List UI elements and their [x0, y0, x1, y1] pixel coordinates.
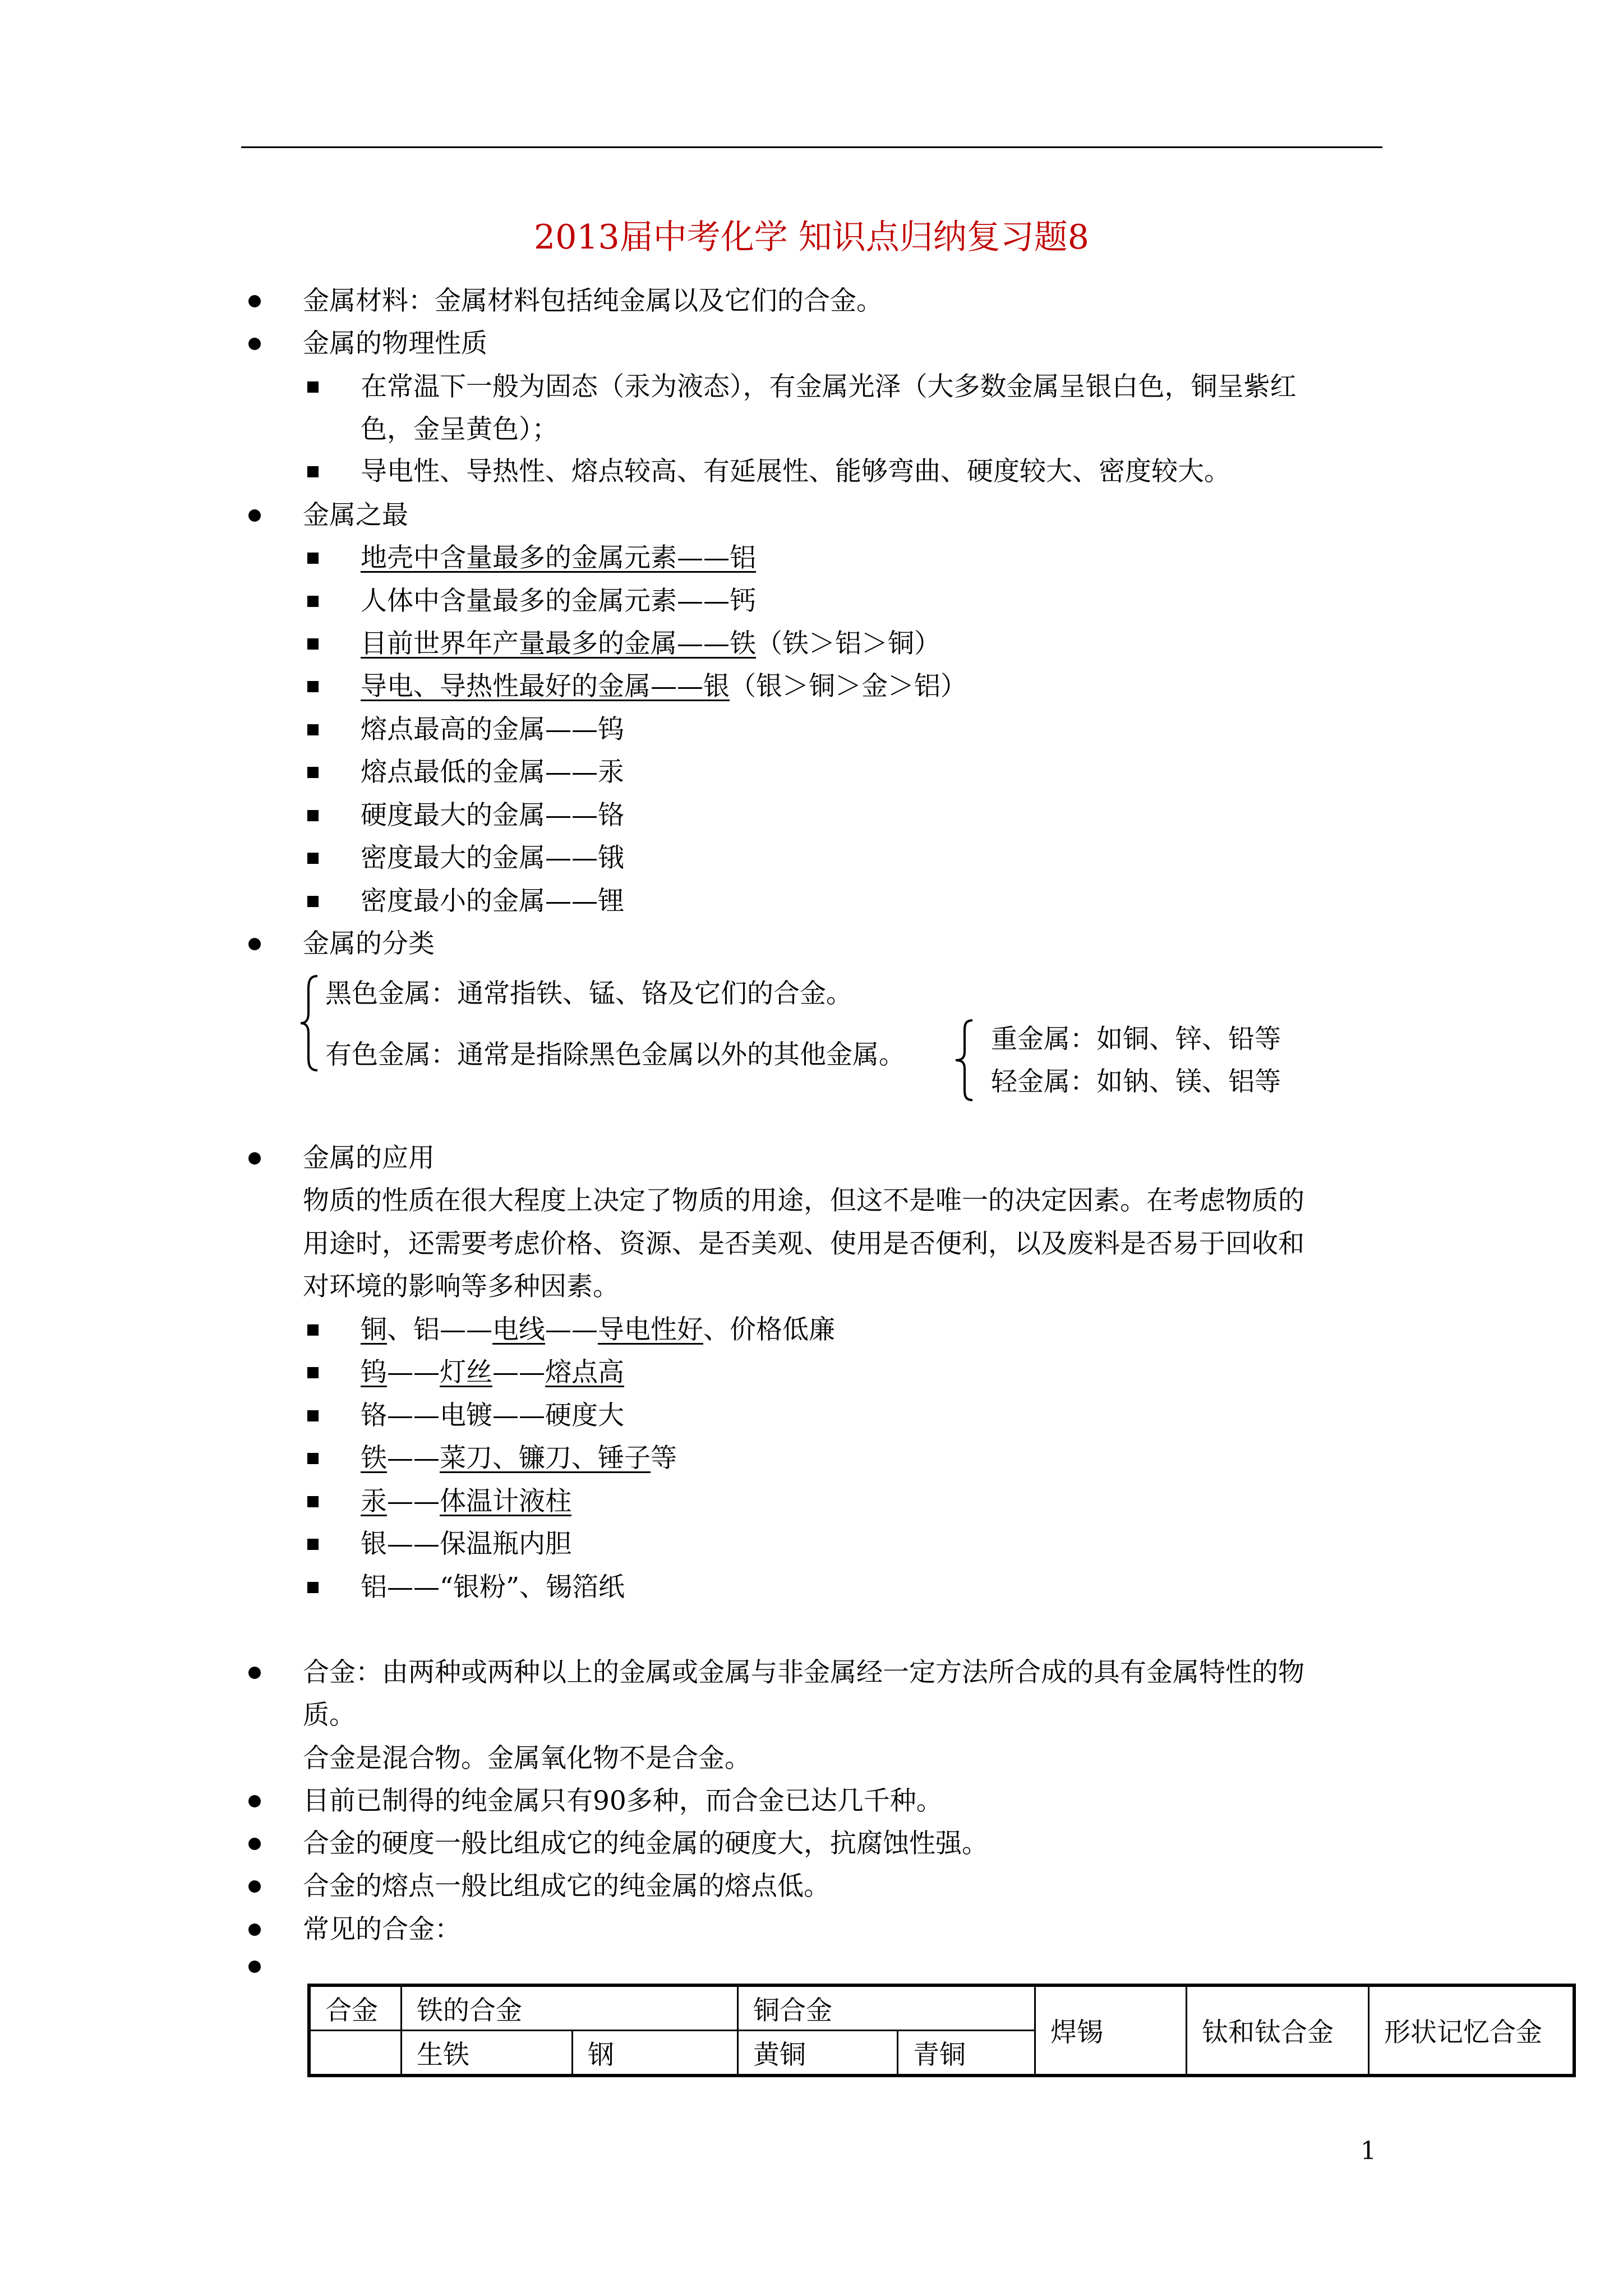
- use-text: ——: [545, 1314, 598, 1345]
- superlative-rest: 密度最小的金属——锂: [361, 886, 624, 917]
- use-item-chromium: 铬——电镀——硬度大: [361, 1400, 624, 1431]
- table-cell: 铜合金: [738, 1985, 1035, 2031]
- bullet-dot: [248, 1924, 261, 1936]
- physical-property-1-line1: 在常温下一般为固态（汞为液态），有金属光泽（大多数金属呈银白色，铜呈紫红: [361, 371, 1297, 402]
- table-cell: 钢: [573, 2031, 738, 2076]
- square-bullet: [307, 1453, 319, 1464]
- square-bullet: [307, 553, 319, 564]
- alloy-definition-line2: 质。: [303, 1700, 356, 1731]
- use-text: ——: [387, 1443, 440, 1474]
- bullet-dot: [248, 1838, 261, 1850]
- physical-property-1-line2: 色，金呈黄色）；: [361, 414, 559, 445]
- superlative-underlined: 导电、导热性最好的金属——银: [361, 671, 730, 702]
- alloy-fact-2: 合金的硬度一般比组成它的纯金属的硬度大，抗腐蚀性强。: [303, 1828, 988, 1859]
- bullet-dot: [248, 1667, 261, 1679]
- use-item-silver: 银——保温瓶内胆: [361, 1529, 571, 1559]
- bullet-dot: [248, 509, 261, 522]
- common-alloys-heading: 常见的合金：: [303, 1914, 461, 1945]
- square-bullet: [307, 466, 319, 477]
- metal-materials-text: 金属材料：金属材料包括纯金属以及它们的合金。: [303, 286, 883, 316]
- bullet-dot: [248, 338, 261, 350]
- use-application: 电线: [492, 1314, 545, 1345]
- table-cell: [309, 2031, 402, 2076]
- use-metal: 钨: [361, 1357, 387, 1388]
- superlative-item: [361, 839, 624, 878]
- use-item-copper-aluminum: [361, 1310, 835, 1350]
- superlative-rest: 密度最大的金属——锇: [361, 843, 624, 873]
- square-bullet: [307, 1496, 319, 1507]
- common-alloys-table: [307, 1984, 1576, 2077]
- heavy-metal-text: 重金属：如铜、锌、铅等: [991, 1024, 1281, 1055]
- square-bullet: [307, 767, 319, 778]
- superlative-item: [361, 882, 624, 921]
- use-item-tungsten: [361, 1353, 624, 1392]
- metal-classification-heading: 金属的分类: [303, 928, 435, 959]
- use-application: 灯丝: [440, 1357, 492, 1388]
- square-bullet: [307, 1539, 319, 1550]
- use-application: 体温计液柱: [440, 1486, 571, 1517]
- square-bullet: [307, 381, 319, 393]
- table-cell: 铁的合金: [402, 1985, 738, 2031]
- superlative-item: [361, 624, 940, 664]
- table-cell: 合金: [309, 1985, 402, 2031]
- page-title: 2013届中考化学 知识点归纳复习题8: [534, 218, 1089, 257]
- ferrous-metal-text: 黑色金属：通常指铁、锰、铬及它们的合金。: [325, 978, 852, 1009]
- use-metal: 铜: [361, 1314, 387, 1345]
- use-application: 菜刀、镰刀、锤子: [440, 1443, 651, 1474]
- table-cell: 钛和钛合金: [1187, 1985, 1369, 2076]
- alloy-fact-1: 目前已制得的纯金属只有90多种，而合金已达几千种。: [303, 1786, 943, 1816]
- square-bullet: [307, 896, 319, 907]
- square-bullet: [307, 724, 319, 735]
- use-item-aluminum: 铝——“银粉”、锡箔纸: [361, 1572, 625, 1603]
- square-bullet: [307, 853, 319, 864]
- superlative-rest: （铁＞铝＞铜）: [756, 628, 940, 659]
- superlative-item: [361, 667, 967, 706]
- superlative-rest: 熔点最低的金属——汞: [361, 757, 624, 788]
- page-number: 1: [1361, 2137, 1376, 2165]
- use-text: ——: [387, 1486, 440, 1517]
- square-bullet: [307, 681, 319, 692]
- bullet-dot: [248, 1961, 261, 1973]
- square-bullet: [307, 596, 319, 607]
- table-row: [309, 1985, 1574, 2031]
- right-brace-icon: [953, 1018, 976, 1102]
- bullet-dot: [248, 1880, 261, 1893]
- alloy-definition-line3: 合金是混合物。金属氧化物不是合金。: [303, 1743, 751, 1774]
- superlative-rest: （银＞铜＞金＞铝）: [730, 671, 967, 702]
- use-property: 熔点高: [545, 1357, 624, 1388]
- superlative-item: [361, 753, 624, 792]
- physical-properties-heading: 金属的物理性质: [303, 328, 487, 359]
- use-property: 导电性好: [598, 1314, 703, 1345]
- applications-paragraph-line3: 对环境的影响等多种因素。: [303, 1271, 619, 1302]
- superlative-rest: 硬度最大的金属——铬: [361, 800, 624, 831]
- square-bullet: [307, 638, 319, 650]
- bullet-dot: [248, 295, 261, 307]
- nonferrous-metal-text: 有色金属：通常是指除黑色金属以外的其他金属。: [325, 1039, 905, 1070]
- square-bullet: [307, 1367, 319, 1378]
- superlative-underlined: 目前世界年产量最多的金属——铁: [361, 628, 756, 659]
- use-text: 、铝——: [387, 1314, 492, 1345]
- table-cell: 生铁: [402, 2031, 573, 2076]
- header-rule: [241, 146, 1382, 148]
- superlative-rest: 人体中含量最多的金属元素——钙: [361, 586, 756, 616]
- table-cell: 黄铜: [738, 2031, 898, 2076]
- use-metal: 铁: [361, 1443, 387, 1474]
- superlative-item: [361, 796, 624, 835]
- bullet-dot: [248, 1795, 261, 1807]
- bullet-dot: [248, 1152, 261, 1165]
- bullet-dot: [248, 938, 261, 950]
- use-text: ——: [492, 1357, 545, 1388]
- metal-superlatives-heading: 金属之最: [303, 500, 408, 531]
- use-text: ——: [387, 1357, 440, 1388]
- square-bullet: [307, 1582, 319, 1593]
- table-cell: 形状记忆合金: [1369, 1985, 1575, 2076]
- applications-paragraph-line2: 用途时，还需要考虑价格、资源、是否美观、使用是否便利，以及废料是否易于回收和: [303, 1228, 1304, 1259]
- use-text: 等: [651, 1443, 677, 1474]
- superlative-item: [361, 710, 624, 749]
- square-bullet: [307, 1324, 319, 1336]
- square-bullet: [307, 810, 319, 821]
- metal-applications-heading: 金属的应用: [303, 1143, 435, 1174]
- applications-paragraph-line1: 物质的性质在很大程度上决定了物质的用途，但这不是唯一的决定因素。在考虑物质的: [303, 1185, 1304, 1216]
- table-cell: 青铜: [898, 2031, 1035, 2076]
- left-brace-icon: [298, 974, 321, 1073]
- use-text: 、价格低廉: [703, 1314, 835, 1345]
- use-item-iron: [361, 1439, 677, 1478]
- superlative-underlined: 地壳中含量最多的金属元素——铝: [361, 542, 756, 573]
- light-metal-text: 轻金属：如钠、镁、铝等: [991, 1066, 1281, 1097]
- superlative-item: [361, 539, 756, 578]
- alloy-fact-3: 合金的熔点一般比组成它的纯金属的熔点低。: [303, 1871, 830, 1902]
- superlative-rest: 熔点最高的金属——钨: [361, 714, 624, 745]
- superlative-item: [361, 582, 756, 621]
- physical-property-2: 导电性、导热性、熔点较高、有延展性、能够弯曲、硬度较大、密度较大。: [361, 456, 1230, 487]
- alloy-definition-line1: 合金：由两种或两种以上的金属或金属与非金属经一定方法所合成的具有金属特性的物: [303, 1657, 1304, 1688]
- use-metal: 汞: [361, 1486, 387, 1517]
- table-cell: 焊锡: [1035, 1985, 1187, 2076]
- use-item-mercury: [361, 1482, 571, 1521]
- square-bullet: [307, 1410, 319, 1421]
